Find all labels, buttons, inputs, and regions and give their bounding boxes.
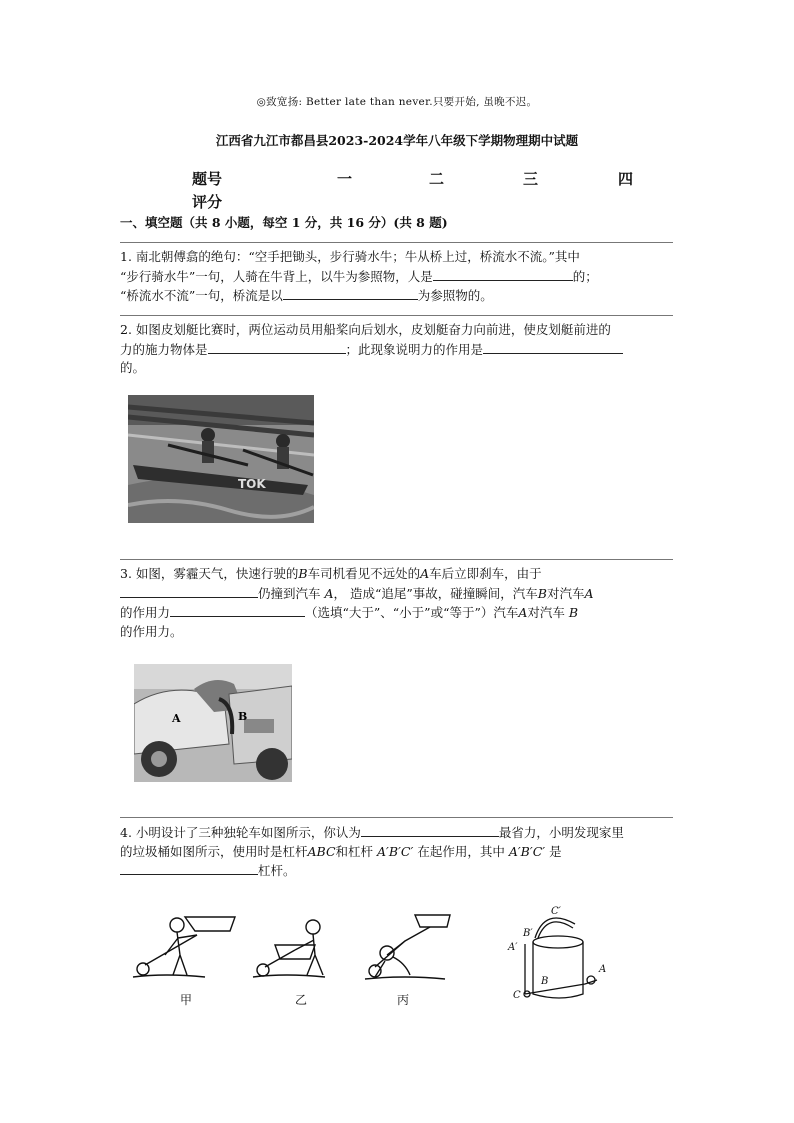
divider	[120, 242, 673, 243]
q1-line1: 1. 南北朝傅翕的绝句：“空手把锄头，步行骑水牛；牛从桥上过，桥流水不流。”其中	[120, 249, 580, 264]
question-number-label: 题号	[192, 170, 223, 188]
answer-blank[interactable]	[283, 286, 418, 300]
q3-line3: 的作用力 （选填“大于”、“小于”或“等于”）汽车A对汽车 B	[120, 605, 579, 620]
question-3	[120, 565, 675, 641]
question-1	[120, 248, 675, 306]
label-a: A	[599, 964, 607, 975]
answer-blank[interactable]	[361, 823, 499, 837]
q4-line3: 杠杆。	[120, 861, 675, 881]
divider	[120, 817, 673, 818]
score-label: 评分	[192, 193, 223, 211]
answer-blank[interactable]	[120, 861, 258, 875]
q2-line3: 的。	[120, 360, 146, 375]
q3-line4: 的作用力。	[120, 623, 183, 639]
divider	[120, 315, 673, 316]
answer-blank[interactable]	[483, 340, 623, 354]
q3-line2: 仍撞到汽车 A， 造成“追尾”事故，碰撞瞬间，汽车B对汽车A	[120, 584, 675, 604]
answer-blank[interactable]	[170, 603, 305, 617]
wheelbarrow-drawings	[125, 905, 465, 985]
label-a-prime: A′	[508, 942, 518, 953]
q3-line1: 3. 如图，雾霾天气，快速行驶的B车司机看见不远处的A车后立即刹车，由于	[120, 566, 542, 581]
score-col-3: 三	[523, 170, 539, 188]
label-b-prime: B′	[523, 928, 533, 939]
score-col-4: 四	[618, 170, 634, 188]
score-col-1: 一	[337, 170, 353, 188]
motto-line: ◎致宽扬: Better late than never.只要开始, 虽晚不迟。	[256, 96, 538, 108]
car-crash-photo	[134, 664, 292, 782]
caption-yi: 乙	[295, 993, 308, 1007]
label-c-prime: C′	[551, 906, 561, 917]
q1-line3: “桥流水不流”一句，桥流是以 为参照物的。	[120, 288, 493, 303]
answer-blank[interactable]	[208, 340, 346, 354]
wheelbarrow-figures	[125, 905, 465, 1010]
q4-line2: 的垃圾桶如图所示，使用时是杠杆ABC和杠杆 A′B′C′ 在起作用，其中 A′B′C′ 是	[120, 843, 562, 859]
car-a-label: A	[172, 712, 181, 725]
boat-text: TOK	[238, 477, 266, 491]
section-heading: 一、填空题（共 8 小题，每空 1 分，共 16 分）(共 8 题)	[120, 215, 448, 230]
trash-bin-figure	[505, 902, 610, 1007]
answer-blank[interactable]	[120, 584, 258, 598]
kayak-photo	[128, 395, 314, 523]
q1-line2: “步行骑水牛”一句，人骑在牛背上，以牛为参照物，人是 的；	[120, 268, 598, 284]
q2-line2: 力的施力物体是 ；此现象说明力的作用是	[120, 340, 675, 360]
answer-blank[interactable]	[433, 267, 573, 281]
question-4	[120, 823, 675, 881]
car-b-label: B	[238, 710, 248, 723]
score-table-header	[192, 168, 642, 190]
caption-bing: 丙	[397, 993, 410, 1007]
q2-line1: 2. 如图皮划艇比赛时，两位运动员用船桨向后划水，皮划艇奋力向前进，使皮划艇前进的	[120, 322, 611, 337]
question-2	[120, 321, 675, 378]
q4-line1: 4. 小明设计了三种独轮车如图所示，你认为 最省力，小明发现家里	[120, 825, 624, 840]
exam-title: 江西省九江市都昌县2023-2024学年八年级下学期物理期中试题	[215, 133, 579, 148]
divider	[120, 559, 673, 560]
score-col-2: 二	[429, 170, 445, 188]
label-b: B	[541, 976, 549, 987]
caption-jia: 甲	[180, 993, 193, 1007]
label-c: C	[513, 990, 521, 1001]
